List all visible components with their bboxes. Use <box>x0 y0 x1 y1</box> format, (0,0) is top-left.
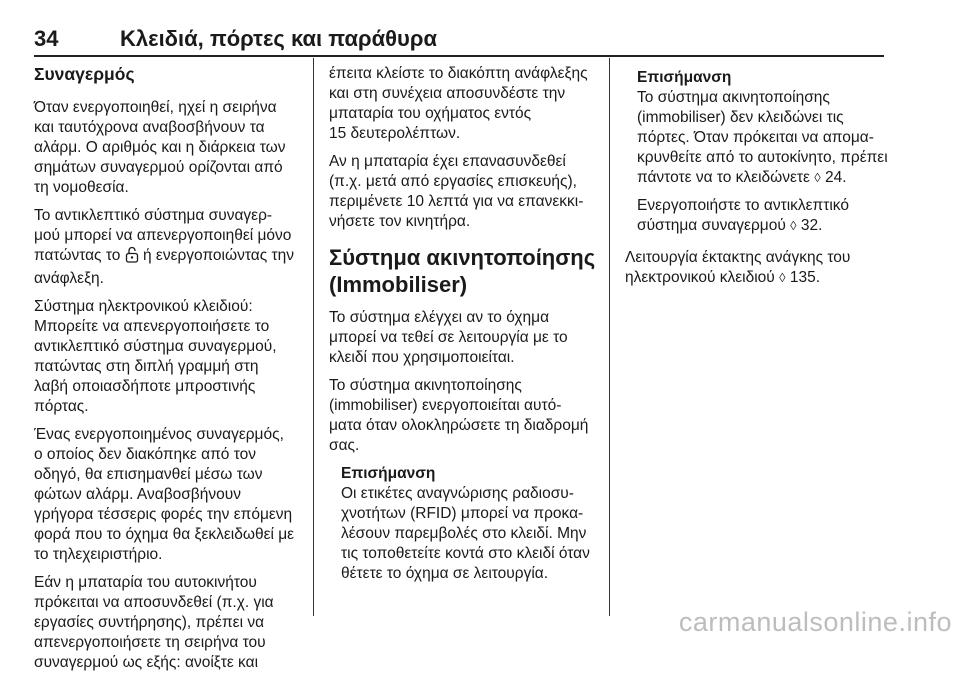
note-title: Επισήμανση <box>637 69 732 86</box>
paragraph: Αν η μπαταρία έχει επανασυνδεθεί (π.χ. μετά από εργασίες επισκευής), περιμένετε 10 λεπτά για να επανεκκι- νήσετε τον κινητήρα. <box>329 153 584 230</box>
paragraph: Εάν η μπαταρία του αυτοκινήτου πρόκειται να αποσυνδεθεί (π.χ. για εργασίες συντήρησης), πρέπει να απενεργοποιήσετε τη σειρήνα του συναγερμού ως εξής: ανοίξτε και <box>34 574 274 671</box>
paragraph-text: Λειτουργία έκτακτης ανάγκης του ηλεκτρονικού κλειδιού <box>625 249 851 286</box>
page-reference-link[interactable]: 32. <box>800 217 823 234</box>
paragraph: Το σύστημα ελέγχει αν το όχημα μπορεί να τεθεί σε λειτουργία με το κλειδί που χρησιμοποιείται. <box>329 309 568 366</box>
note-title: Επισήμανση <box>341 465 436 482</box>
section-heading-alarm: Συναγερμός <box>34 64 135 84</box>
note-box <box>341 464 597 584</box>
cross-reference-icon: ◊ <box>814 170 821 185</box>
note-text-body: Ενεργοποιήστε το αντικλεπτικό σύστημα συναγερμού <box>637 197 849 234</box>
column-divider <box>609 58 610 616</box>
note-text <box>637 196 890 236</box>
paragraph: Το σύστημα ακινητοποίησης (immobiliser) ενεργοποιείται αυτό- ματα όταν ολοκληρώσετε τη διαδρομή σας. <box>329 377 589 454</box>
note-text <box>637 88 890 188</box>
note-box <box>637 68 890 236</box>
column-middle <box>329 64 597 592</box>
column-right <box>625 64 890 296</box>
note-text: Οι ετικέτες αναγνώρισης ραδιοσυ- χνοτήτων (RFID) μπορεί να προκα- λέσουν παρεμβολές στο κλειδί. Μην τις τοποθετείτε κοντά στο κλειδί όταν θέτετε το όχημα σε λειτουργία. <box>341 485 590 582</box>
page-reference-link[interactable]: 24. <box>825 169 847 186</box>
chapter-title: Κλειδιά, πόρτες και παράθυρα <box>120 26 437 51</box>
paragraph <box>34 206 300 289</box>
note-text-body: Το σύστημα ακινητοποίησης (immobiliser) δεν κλειδώνει τις πόρτες. Όταν πρόκειται να απομα- κρυνθείτε από το αυτοκίνητο, πρέπει πάντοτε να το κλειδώνετε <box>637 89 888 186</box>
cross-reference-icon: ◊ <box>779 270 786 285</box>
paragraph: Σύστημα ηλεκτρονικού κλειδιού: Μπορείτε να απενεργοποιήσετε το αντικλεπτικό σύστημα συναγερμού, πατώντας στη διπλή γραμμή στη λαβή οποιασδήποτε μπροστινής πόρτας. <box>34 298 277 415</box>
page-number: 34 <box>34 26 59 51</box>
page-reference-link[interactable]: 135. <box>789 269 821 286</box>
column-divider <box>313 58 314 616</box>
paragraph: Όταν ενεργοποιηθεί, ηχεί η σειρήνα και ταυτόχρονα αναβοσβήνουν τα αλάρμ. Ο αριθμός και η διάρκεια των σημάτων συναγερμού ορίζονται από τη νομοθεσία. <box>34 99 286 196</box>
watermark: carmanualsonline.info <box>678 607 952 637</box>
paragraph-text: Το αντικλεπτικό σύστημα συναγερ- μού μπορεί να απενεργοποιηθεί μόνο πατώντας το <box>34 207 292 264</box>
page-header <box>34 26 884 54</box>
section-heading-immobiliser: Σύστημα ακινητοποίησης (Immobiliser) <box>329 245 596 297</box>
column-left <box>34 64 300 681</box>
paragraph <box>625 248 890 288</box>
cross-reference-icon: ◊ <box>790 218 797 233</box>
unlock-icon <box>125 246 139 269</box>
paragraph: έπειτα κλείστε το διακόπτη ανάφλεξης και στη συνέχεια αποσυνδέστε την μπαταρία του οχήματος εντός 15 δευτερολέπτων. <box>329 65 588 142</box>
header-rule <box>34 55 884 57</box>
paragraph: Ένας ενεργοποιημένος συναγερμός, ο οποίος δεν διακόπηκε από τον οδηγό, θα επισημανθεί μέσω των φώτων αλάρμ. Αναβοσβήνουν γρήγορα τέσσερις φορές την επόμενη φορά που το όχημα θα ξεκλειδωθεί με το τηλεχειριστήριο. <box>34 426 295 563</box>
paragraph-text: ή ενεργοποιώντας την ανάφλεξη. <box>34 247 294 287</box>
